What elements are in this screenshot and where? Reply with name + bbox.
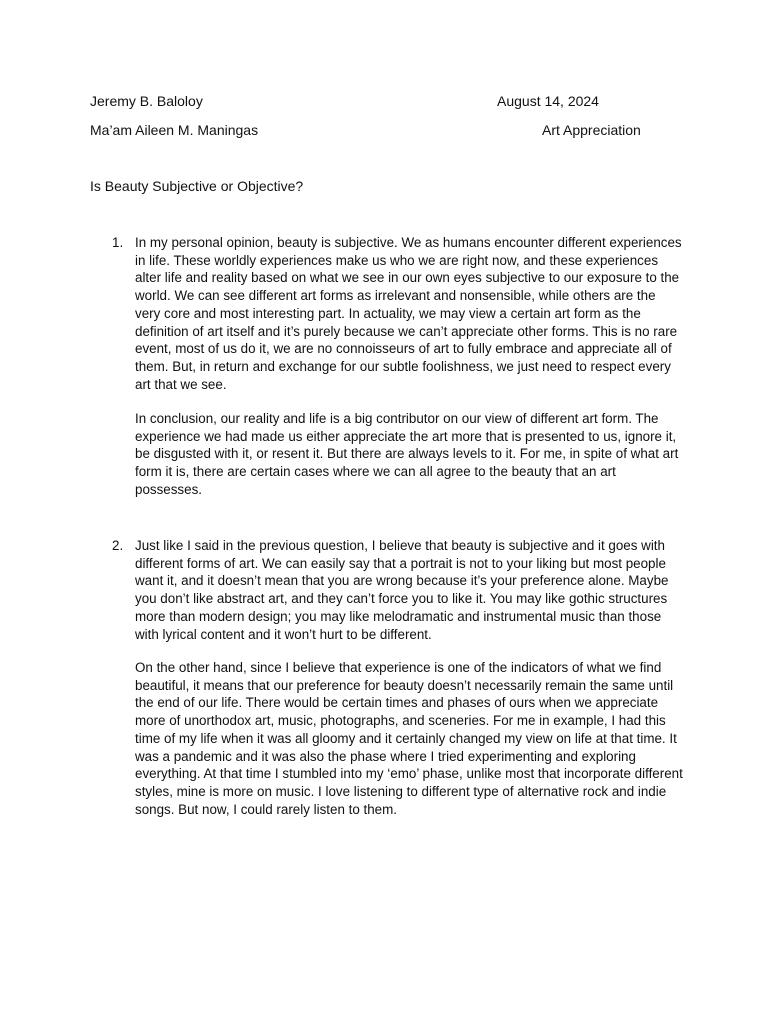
paragraph: Just like I said in the previous question, I believe that beauty is subjective and it goes with different forms of art. We can easily say that a portrait is not to your liking but most people want it, and it doesn’t mean that you are wrong because it’s your preference alone. Maybe you don’t like abstract art, and they can’t force you to like it. You may like gothic structures more than modern design; you may like melodramatic and instrumental music than those with lyrical content and it won’t hurt to be different. — [135, 538, 669, 642]
paragraph: In my personal opinion, beauty is subjective. We as humans encounter different experiences in life. These worldly experiences make us who we are right now, and these experiences alter life and reality based on what we see in our own eyes subjective to our exposure to the world. We can see different art forms as irrelevant and nonsensible, while others are the very core and most interesting part. In actuality, we may view a certain art form as the definition of art itself and it’s purely because we can’t appreciate other forms. This is no rare event, most of us do it, we are no connoisseurs of art to fully embrace and appreciate all of them. But, in return and exchange for our subtle foolishness, we just need to respect every art that we see. — [135, 235, 682, 392]
list-item-number: 1. — [112, 235, 124, 250]
paragraph: On the other hand, since I believe that experience is one of the indicators of what we find beautiful, it means that our preference for beauty doesn’t necessarily remain the same until the end of our life. There would be certain times and phases of ours when we appreciate more of unorthodox art, music, photographs, and sceneries. For me in example, I had this time of my life when it was all gloomy and it certainly changed my view on life at that time. It was a pandemic and it was also the phase where I tried experimenting and exploring everything. At that time I stumbled into my ‘emo’ phase, unlike most that incorporate different styles, mine is more on music. I love listening to different type of alternative rock and indie songs. But now, I could rarely listen to them. — [135, 660, 683, 817]
subject-name: Art Appreciation — [542, 122, 641, 138]
author-name: Jeremy B. Baloloy — [90, 93, 203, 109]
paragraph: In conclusion, our reality and life is a big contributor on our view of different art form. The experience we had made us either appreciate the art more that is presented to us, ignore it, be disgusted with it, or resent it. But there are always levels to it. For me, in spite of what art form it is, there are certain cases where we can all agree to the beauty that an art possesses. — [135, 411, 679, 497]
list-item-number: 2. — [112, 538, 124, 553]
document-date: August 14, 2024 — [497, 93, 599, 109]
essay-title: Is Beauty Subjective or Objective? — [90, 178, 304, 194]
teacher-name: Ma’am Aileen M. Maningas — [90, 122, 259, 138]
